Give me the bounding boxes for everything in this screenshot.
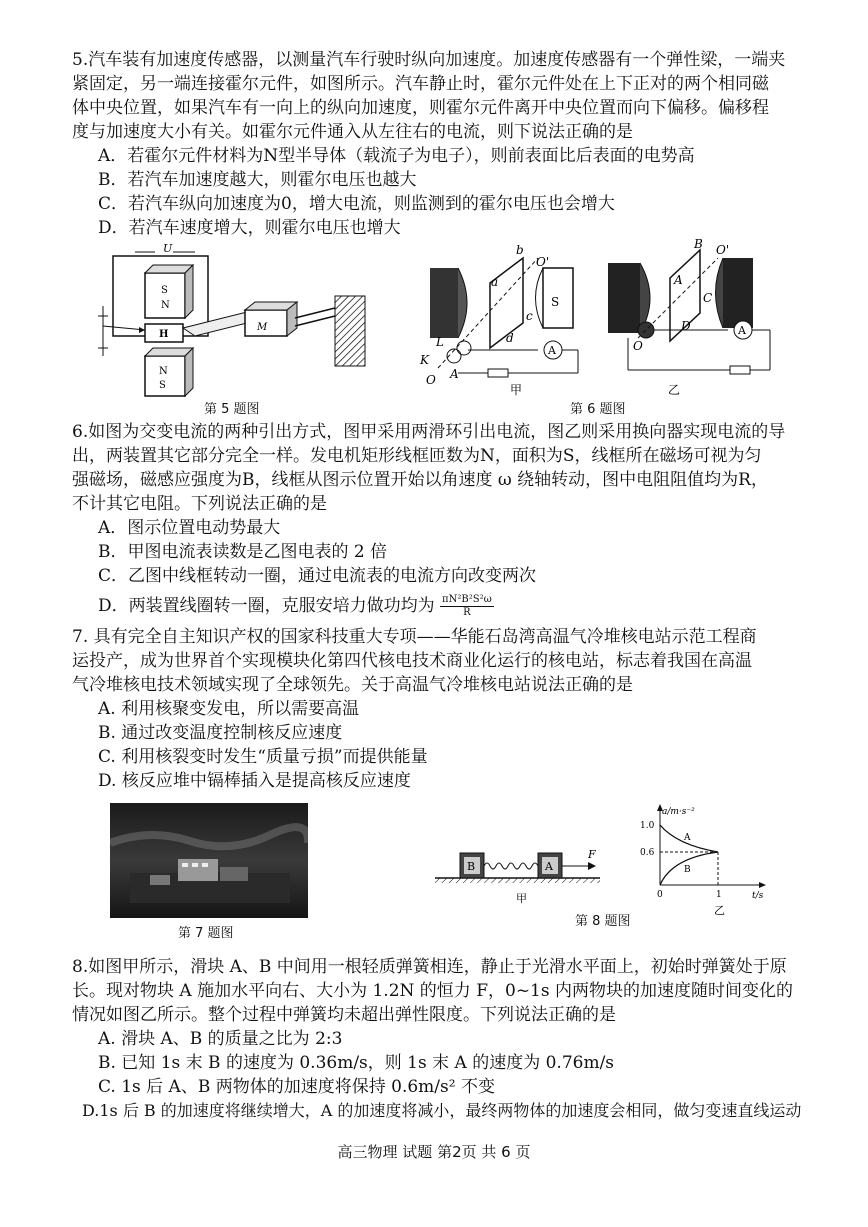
q8-stem-line: 8.如图甲所示，滑块 A、B 中间用一根轻质弹簧相连，静止于光滑水平面上，初始时弹簧处于原 [72, 957, 787, 977]
formula-numerator: πN²B²S²ω [442, 594, 492, 605]
formula-denominator: R [463, 607, 471, 618]
q6-option-c: C．乙图中线框转动一圈，通过电流表的电流方向改变两次 [98, 566, 537, 586]
fig6-yi-c: C [703, 291, 713, 305]
fig8-yi-label: 乙 [714, 904, 725, 917]
q6-option-a: A．图示位置电动势最大 [98, 518, 281, 538]
fig8-xlabel: t/s [752, 891, 764, 901]
q5-option-b: B．若汽车加速度越大，则霍尔电压也越大 [98, 170, 417, 190]
page-footer: 高三物理 试题 第2页 共 6 页 [337, 1143, 531, 1161]
q8-option-b: B. 已知 1s 末 B 的速度为 0.36m/s，则 1s 末 A 的速度为 0.76m/s [98, 1053, 615, 1073]
fig6-jia-b: b [516, 243, 524, 257]
fig6-jia-c: c [526, 309, 533, 323]
fig6-jia-ammeter: A [548, 344, 556, 357]
question-5 [72, 48, 802, 240]
fig5-magnet-top-n: N [161, 300, 170, 311]
fig5-mass-label: M [257, 322, 268, 333]
fig6-jia-axis-a: A [450, 367, 459, 381]
q6-stem-line: 不计其它电阻。下列说法正确的是 [72, 494, 327, 514]
q7-stem-line: 气冷堆核电技术领域实现了全球领先。关于高温气冷堆核电站说法正确的是 [72, 675, 633, 695]
q7-option-a: A. 利用核聚变发电，所以需要高温 [98, 699, 360, 719]
question-6 [72, 420, 802, 619]
fig6-jia-l: L [436, 335, 444, 349]
q7-stem-line: 7. 具有完全自主知识产权的国家科技重大专项——华能石岛湾高温气冷堆核电站示范工程商 [72, 627, 757, 647]
fig8-block-b: B [467, 860, 476, 873]
fig8-ytick-06: 0.6 [640, 848, 655, 858]
figure-6-caption: 第 6 题图 [570, 402, 626, 417]
question-7 [72, 625, 802, 793]
fig6-jia-magnet-s: S [551, 295, 560, 309]
figure-5-hall-sensor [95, 238, 395, 408]
fig6-jia-a: a [491, 275, 499, 289]
fig5-hall-label: H [159, 329, 169, 340]
figure-7-plant-photo [110, 803, 308, 918]
q6-option-b: B．甲图电流表读数是乙图电表的 2 倍 [98, 542, 388, 562]
fig5-magnet-top-s: S [161, 285, 168, 296]
fig5-magnet-bottom-s: S [159, 380, 166, 391]
q7-stem-line: 运投产，成为世界首个实现模块化第四代核电技术商业化运行的核电站，标志着我国在高温 [72, 651, 752, 671]
q6-option-d-formula [440, 594, 494, 619]
fig6-jia-k: K [420, 353, 429, 367]
fig8-curve-b: B [684, 865, 691, 875]
fig8-jia-label: 甲 [516, 892, 527, 905]
q6-stem-line: 出，两装置其它部分完全一样。发电机矩形线框匝数为N，面积为S，线框所在磁场可视为匀 [72, 446, 762, 466]
fig8-ytick-1: 1.0 [640, 821, 655, 831]
question-8 [72, 955, 802, 1123]
q5-stem-line: 紧固定，另一端连接霍尔元件，如图所示。汽车静止时，霍尔元件处在上下正对的两个相同磁 [72, 74, 769, 94]
fig8-block-a: A [545, 860, 553, 873]
figure-5-caption: 第 5 题图 [204, 402, 260, 417]
figure-8-jia-blocks [430, 838, 610, 908]
q7-option-b: B. 通过改变温度控制核反应速度 [98, 723, 343, 743]
figure-7-caption: 第 7 题图 [178, 926, 234, 941]
fig8-curve-a: A [684, 833, 691, 843]
figure-6-generators [418, 238, 798, 398]
fig6-yi-o-prime: O' [716, 243, 730, 257]
q8-option-d: D.1s 后 B 的加速度将继续增大，A 的加速度将减小，最终两物体的加速度会相同，做匀变速直线运动 [82, 1101, 802, 1120]
fig6-yi-o: O [633, 339, 643, 353]
fig8-xtick-0: 0 [657, 890, 663, 900]
q6-stem-line: 6.如图为交变电流的两种引出方式，图甲采用两滑环引出电流，图乙则采用换向器实现电流的导 [72, 422, 786, 442]
fig6-jia-label: 甲 [510, 383, 523, 397]
figure-8-yi-graph [632, 800, 772, 935]
q6-option-d [72, 594, 802, 619]
q8-option-a: A. 滑块 A、B 的质量之比为 2:3 [98, 1029, 343, 1049]
q6-stem-line: 强磁场，磁感应强度为B，线框从图示位置开始以角速度 ω 绕轴转动，图中电阻阻值均为R， [72, 470, 768, 490]
fig8-ylabel: a/m·s⁻² [662, 807, 695, 817]
q8-stem-line: 情况如图乙所示。整个过程中弹簧均未超出弹性限度。下列说法正确的是 [72, 1005, 616, 1025]
fig6-yi-ammeter: A [738, 324, 746, 337]
fig5-u-label: U [163, 242, 173, 255]
fig6-jia-o: O [426, 373, 436, 387]
fig8-force: F [588, 848, 596, 861]
q7-option-d: D. 核反应堆中镉棒插入是提高核反应速度 [98, 771, 411, 791]
fig6-jia-d: d [506, 331, 514, 345]
fig5-magnet-bottom-n: N [159, 366, 168, 377]
fig6-yi-a: A [674, 273, 683, 287]
q5-option-a: A．若霍尔元件材料为N型半导体（载流子为电子），则前表面比后表面的电势高 [98, 146, 695, 166]
q7-option-c: C. 利用核裂变时发生“质量亏损”而提供能量 [98, 747, 428, 767]
fig6-yi-d: D [681, 319, 691, 333]
q8-option-c: C. 1s 后 A、B 两物体的加速度将保持 0.6m/s² 不变 [98, 1077, 495, 1097]
figure-8-caption: 第 8 题图 [575, 914, 631, 929]
q5-stem-line: 体中央位置，如果汽车有一向上的纵向加速度，则霍尔元件离开中央位置而向下偏移。偏移程 [72, 98, 769, 118]
q8-stem-line: 长。现对物块 A 施加水平向右、大小为 1.2N 的恒力 F，0~1s 内两物块的加速度随时间变化的 [72, 981, 794, 1001]
q5-stem-line: 度与加速度大小有关。如霍尔元件通入从左往右的电流，则下说法正确的是 [72, 122, 633, 142]
q5-option-d: D．若汽车速度增大，则霍尔电压也增大 [98, 218, 401, 238]
fig6-jia-o-prime: O' [536, 255, 550, 269]
q6-option-d-text: D．两装置线圈转一圈，克服安培力做功均为 [98, 596, 435, 616]
fig8-xtick-1: 1 [716, 890, 722, 900]
fig6-yi-label: 乙 [668, 383, 681, 397]
q5-option-c: C．若汽车纵向加速度为0，增大电流，则监测到的霍尔电压也会增大 [98, 194, 615, 214]
fig6-yi-b: B [694, 238, 703, 251]
q5-stem-line: 5.汽车装有加速度传感器，以测量汽车行驶时纵向加速度。加速度传感器有一个弹性梁，一端夹 [72, 50, 786, 70]
